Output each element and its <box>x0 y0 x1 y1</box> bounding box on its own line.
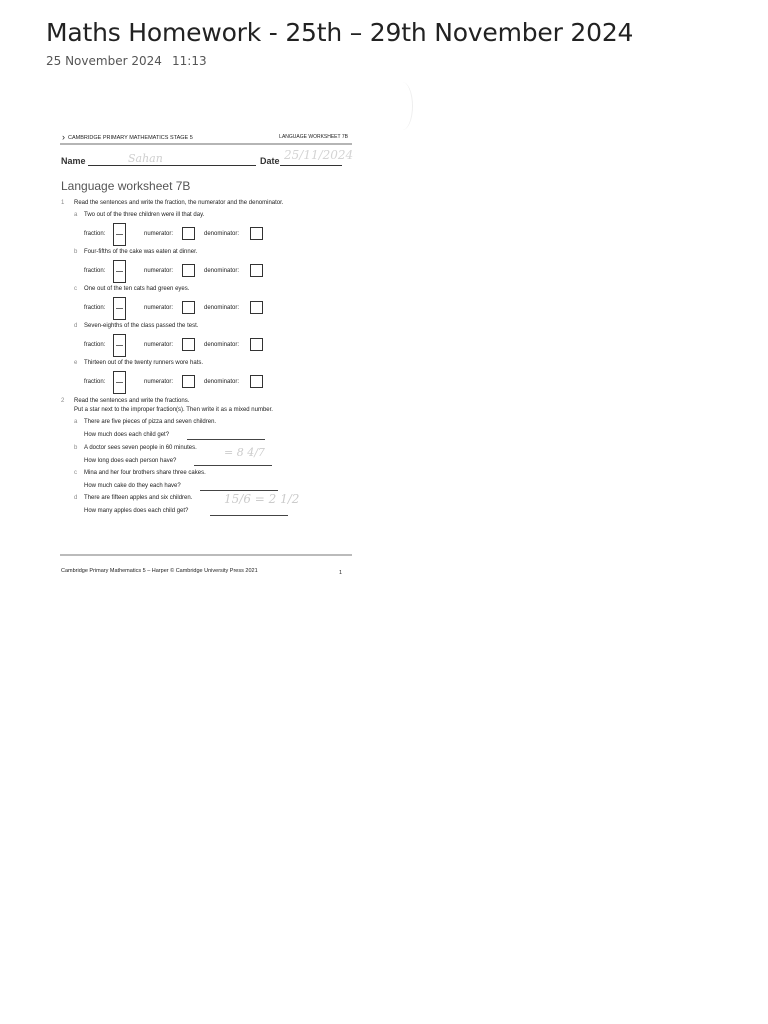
numerator-box <box>182 375 195 388</box>
q2-item-text: Mina and her four brothers share three cakes. <box>84 470 206 476</box>
q1-instruction: Read the sentences and write the fraction, the numerator and the denominator. <box>74 200 284 206</box>
q2-item-letter: c <box>74 470 77 476</box>
fraction-label: fraction: <box>84 268 106 274</box>
name-handwriting: Sahan <box>128 152 163 165</box>
q1-item-letter: e <box>74 360 78 366</box>
footer-copyright: Cambridge Primary Mathematics 5 – Harper © Cambridge University Press 2021 <box>61 568 258 574</box>
worksheet-image <box>56 126 356 582</box>
fraction-box <box>113 260 126 283</box>
q2-item-question: How much cake do they each have? <box>84 483 181 489</box>
q2-item-letter: d <box>74 495 78 501</box>
q2-item-question: How long does each person have? <box>84 458 177 464</box>
denominator-box <box>250 264 263 277</box>
numerator-box <box>182 264 195 277</box>
page-title: Maths Homework - 25th – 29th November 2024 <box>46 18 634 47</box>
fraction-box <box>113 334 126 357</box>
q1-item-letter: c <box>74 286 77 292</box>
denominator-label: denominator: <box>204 379 240 385</box>
numerator-box <box>182 227 195 240</box>
q2-instruction-2: Put a star next to the improper fraction(s). Then write it as a mixed number. <box>74 407 273 413</box>
q1-item-text: Seven-eighths of the class passed the test. <box>84 323 199 329</box>
denominator-box <box>250 375 263 388</box>
name-label: Name <box>61 156 86 166</box>
note-time: 11:13 <box>172 54 207 68</box>
denominator-box <box>250 227 263 240</box>
denominator-label: denominator: <box>204 231 240 237</box>
fraction-box <box>113 223 126 246</box>
q2-instruction-1: Read the sentences and write the fractions. <box>74 398 190 404</box>
numerator-box <box>182 301 195 314</box>
worksheet-title: Language worksheet 7B <box>61 179 191 193</box>
q1-item-text: Two out of the three children were ill that day. <box>84 212 205 218</box>
q2-item-text: There are five pieces of pizza and seven children. <box>84 419 217 425</box>
numerator-label: numerator: <box>144 231 174 237</box>
q2-item-text: There are fifteen apples and six children. <box>84 495 193 501</box>
q2-item-text: A doctor sees seven people in 60 minutes. <box>84 445 197 451</box>
worksheet-header-right: LANGUAGE WORKSHEET 7B <box>279 134 348 140</box>
denominator-label: denominator: <box>204 305 240 311</box>
answer-line <box>200 490 278 491</box>
fraction-label: fraction: <box>84 305 106 311</box>
numerator-label: numerator: <box>144 342 174 348</box>
fraction-label: fraction: <box>84 342 106 348</box>
header-divider <box>60 143 352 145</box>
numerator-box <box>182 338 195 351</box>
date-handwriting: 25/11/2024 <box>284 148 354 162</box>
fraction-box <box>113 371 126 394</box>
q1-item-text: Four-fifths of the cake was eaten at dinner. <box>84 249 198 255</box>
q1-item-letter: d <box>74 323 78 329</box>
numerator-label: numerator: <box>144 379 174 385</box>
q2-number: 2 <box>61 398 65 404</box>
answer-line <box>187 439 265 440</box>
denominator-label: denominator: <box>204 268 240 274</box>
q1-number: 1 <box>61 200 65 206</box>
fraction-label: fraction: <box>84 231 106 237</box>
q1-item-letter: b <box>74 249 78 255</box>
note-date: 25 November 2024 <box>46 54 162 68</box>
denominator-label: denominator: <box>204 342 240 348</box>
numerator-label: numerator: <box>144 268 174 274</box>
chevron-right-icon: › <box>62 132 65 142</box>
denominator-box <box>250 338 263 351</box>
q2-item-letter: a <box>74 419 78 425</box>
q1-item-letter: a <box>74 212 78 218</box>
q2-item-question: How many apples does each child get? <box>84 508 189 514</box>
q2-item-letter: b <box>74 445 78 451</box>
name-line <box>88 165 256 166</box>
date-line <box>280 165 342 166</box>
fraction-box <box>113 297 126 320</box>
q2-item-question: How much does each child get? <box>84 432 170 438</box>
decorative-arc <box>392 82 413 130</box>
footer-divider <box>60 554 352 556</box>
q1-item-text: Thirteen out of the twenty runners wore hats. <box>84 360 204 366</box>
handwritten-answer-d: 15/6 = 2 1/2 <box>224 492 300 506</box>
denominator-box <box>250 301 263 314</box>
answer-line <box>210 515 288 516</box>
date-label: Date <box>260 156 280 166</box>
footer-page-number: 1 <box>339 570 343 576</box>
handwritten-answer-b: = 8 4/7 <box>224 446 265 459</box>
q1-item-text: One out of the ten cats had green eyes. <box>84 286 190 292</box>
fraction-label: fraction: <box>84 379 106 385</box>
numerator-label: numerator: <box>144 305 174 311</box>
answer-line <box>194 465 272 466</box>
worksheet-header-left: › CAMBRIDGE PRIMARY MATHEMATICS STAGE 5 <box>62 132 193 142</box>
